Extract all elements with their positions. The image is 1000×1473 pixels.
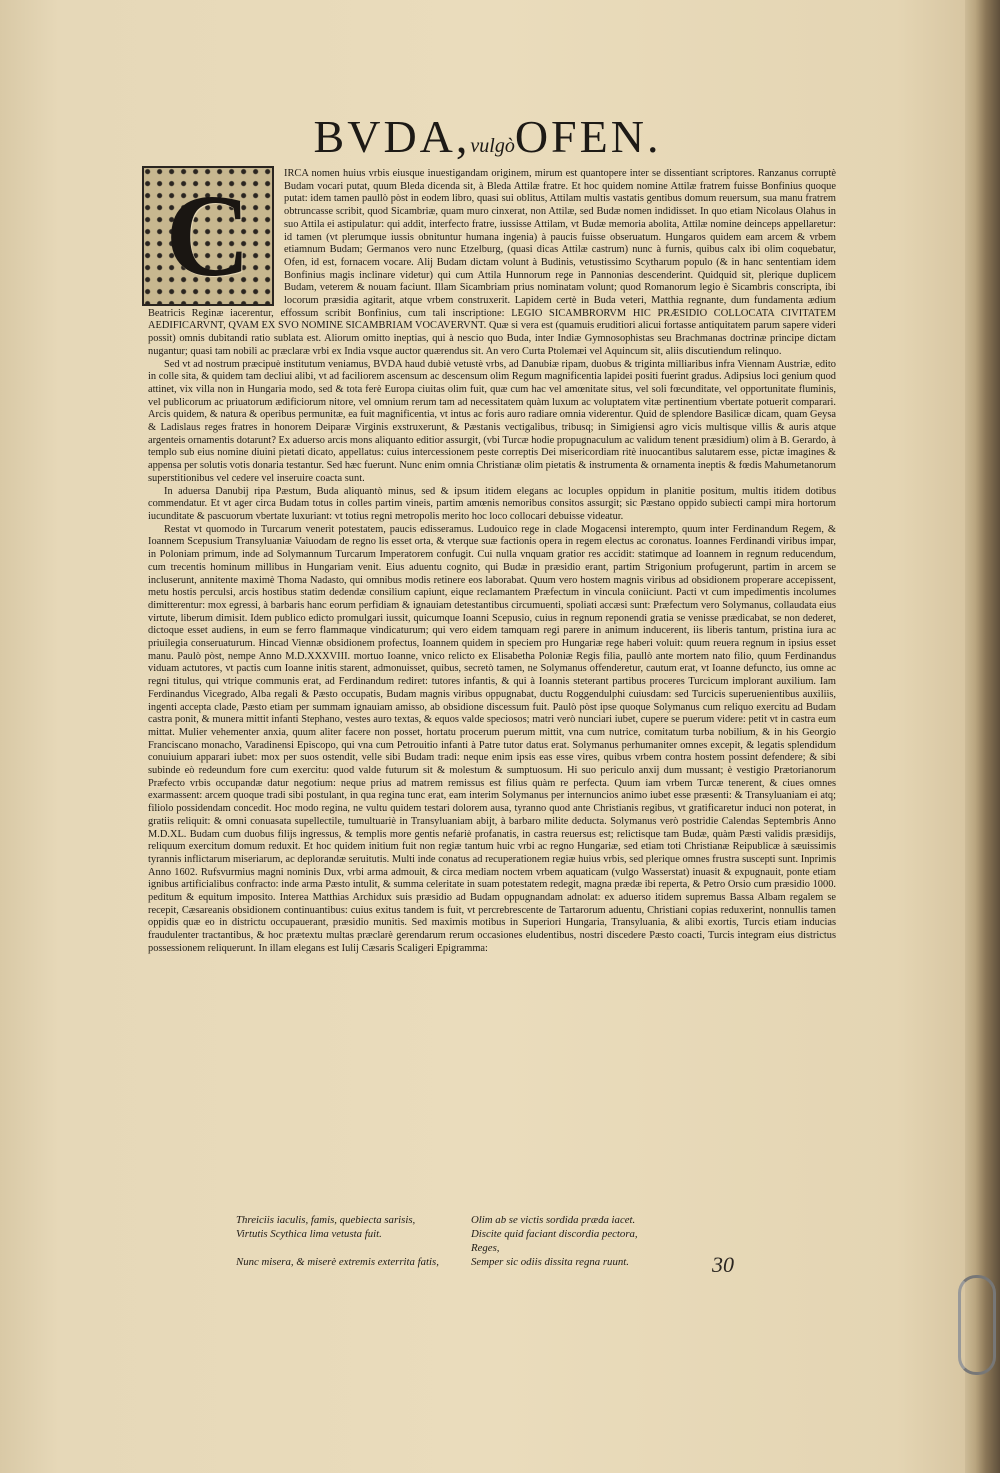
epigram-line-right: Olim ab se victis sordida præda iacet. <box>471 1214 636 1226</box>
book-spine <box>965 0 1000 1473</box>
title-subtitle: vulgò <box>470 135 515 157</box>
paragraph-3: In aduersa Danubij ripa Pæstum, Buda aliquantò minus, sed & ipsum itidem elegans ac locuples oppidum in planitie positum, multis itidem dotibus commendatur. Et vt ager circa Budam totus in colles partim vineis, partim amœnis nemoribus consitos assurgit; sic Pæstano oppido subiecti campi mira hortorum iucunditate & pascuorum vbertate luxuriant: vt totius regni metropolis merito hoc loco collocari debuisse videatur. <box>148 485 836 522</box>
epigram-line-left: Threiciis iaculis, famis, quebiecta sarisis, <box>236 1214 416 1226</box>
paragraph-2: Sed vt ad nostrum præcipuè institutum veniamus, BVDA haud dubiè vetustè vrbs, ad Danubiæ ripam, duobus & triginta milliaribus infra Viennam Austriæ, edito in colle sita, & quidem tam decliui alibi, vt ad faciliorem ascensum ac descensum olim Regum magnificentia lapidei positi fuerint gradus. Adipsius loci genium quod attinet, vix villa non in Hungaria modo, sed & tota ferè Europa ciuitas olim fuit, quæ cum hac vel amœnitate situs, vel soli fœcunditate, vel opportunitate fluminis, vel publicorum ac priuatorum ædificiorum nitore, vel omnium rerum tam ad necessitatem quàm luxum ac voluptatem vitæ pertinentium vbertate potuerit comparari. Arcis quidem, & natura & operibus permunitæ, ea fuit magnificentia, vt intus ac foris auro radiare omnia viderentur. Quid de splendore Basilicæ dicam, quam Geysa & Ladislaus reges fratres in honorem Deiparæ Virginis exstruxerunt, & Pæstanis vectigalibus, tribusq; in Simigiensi agro vicis multisque villis & auris atque argenteis ornamentis dotarunt? Ex aduerso arcis mons aliquanto editior assurgit, (vbi Turcæ hodie propugnaculum ac validum tenent præsidium) olim à B. Gerardo, à templo sub eius nomine diuini pietati dicato, appellatus: cuius intercessionem peste correptis Dei misericordiam ritè inuocantibus salutarem esse, pictæ imagines & appensa per solutis votis donaria testantur. Sed hæc fuerunt. Nunc enim omnia Christianæ olim pietatis & instrumenta & ornamenta ineptis & fœdis Mahumetanorum superstitionibus vel cedere vel inseruire coacta sunt. <box>148 358 836 484</box>
epigram-line-left: Virtutis Scythica lima vetusta fuit. <box>236 1228 382 1240</box>
initial-space <box>142 166 278 306</box>
title-main: BVDA, <box>313 111 471 162</box>
epigram-line-right: Semper sic odiis dissita regna ruunt. <box>471 1256 629 1268</box>
folio-number: 30 <box>712 1252 734 1277</box>
paragraph-1: IRCA nomen huius vrbis eiusque inuestigandam originem, mirum est quantopere inter se dissentiant scriptores. Ranzanus corruptè Budam vocari putat, quum Bleda dicenda sit, à Bleda Attilæ fratre. Et hoc quidem nomine Attilæ fratrem fuisse Bonfinius quoque putat: idem tamen paullò pòst in eodem libro, quasi sui oblitus, Attilam multis vastatis gentibus domum reuersum, sua manu fratrem obtruncasse scribit, quod Sicambriæ, quam muro cinxerat, non Attilæ, sed Budæ nomen indidisset. In quo etiam Nicolaus Olahus in suo Attila ei astipulatur: qui addit, interfecto fratre, iussisse Attilam, vt Budæ memoria abolita, Attilæ nomine deinceps appellaretur: id tamen (vt plerumque iussis obnituntur humana ingenia) à paucis fuisse obseruatum. Hungaros quidem eam arcem & vrbem etiamnum Budam; Germanos vero nunc Etzelburg, (quasi dicas Attilæ castrum) nunc à furnis, quibus calx ibi olim coquebatur, Ofen, id est, fornacem vocare. Alij Budam dictam volunt à Budinis, vetustissimo Scytharum populo (& in hanc sententiam idem Bonfinius magis inclinare videtur) qui cum Attila Hunnorum rege in Pannonias descenderint. Quidquid sit, plerique duplicem Budam, veterem & nouam faciunt. Illam Sicambriam prius nominatam volunt; quod Romanorum legio è Sicambris conscripta, ibi locorum præsidia agitarit, atque vrbem construxerit. Lapidem certè in Buda veteri, Matthia regnante, dum fundamenta ædium Beatricis Reginæ iacerentur, effossum scribit Bonfinius, cum tali inscriptione: LEGIO SICAMBRORVM HIC PRÆSIDIO COLLOCATA CIVITATEM AEDIFICARVNT, QVAM EX SVO NOMINE SICAMBRIAM VOCAVERVNT. Quæ si vera est (quamuis eruditiori alicui fortasse antiquitatem parum sapere videri possit) omnis dubitandi ratio sublata est. Aliorum omitto ineptias, qui à nescio quo Buda, inter Indiæ Gymnosophistas seu Brachmanas doctrinæ principe dictam nugantur; quasi tam nobili ac præclaræ vrbi ex India vsque auctor quærendus sit. An vero Curta Ptolemæi vel Aquincum sit, aliis discutiendum relinquo. <box>148 168 836 357</box>
main-text <box>148 168 836 956</box>
epigram-line-left: Nunc misera, & miserè extremis exterrita fatis, <box>236 1256 439 1268</box>
epigram <box>236 1213 666 1269</box>
title-main-b: OFEN. <box>514 111 662 162</box>
initial-letter: C <box>165 170 251 301</box>
page-title <box>0 110 975 163</box>
epigram-line-right: Discite quid faciant discordia pectora, Reges, <box>471 1228 638 1254</box>
paper-clip-icon <box>958 1275 996 1375</box>
paragraph-4: Restat vt quomodo in Turcarum venerit potestatem, paucis edisseramus. Ludouico rege in clade Mogacensi interempto, quum inter Ferdinandum Regem, & Ioannem Scepusium Transyluaniæ Vaiuodam de regno lis esset orta, & vterque suæ factionis opera in regem electus ac coronatus. Ioannes Ferdinandi viribus impar, in Poloniam primum, inde ad Solymannum Turcarum Imperatorem confugit. Cui nulla vnquam gratior res accidit: statimque ad Ioannem in regnum reducendum, cum trecentis hominum millibus in Hungariam venit. Eius aduentu cognito, qui Budæ in præsidio erant, partim Strigonium profugerunt, partim in arcem se incluserunt, annitente maximè Thoma Nadasto, qui omnibus modis retinere eos laborabat. Quum vero hostem magnis viribus ad obsidionem properare accepissent, metu hostis perculsi, arcis hostibus statim dedendæ consilium capiunt, eique reclamantem Præfectum in vincula coniiciunt. Pacti vt cum impedimentis incolumes dimitterentur: mox egressi, à barbaris hanc eorum perfidiam & ignauiam detestantibus circumuenti, spoliati accæsi sunt: Præfectum vero Solymanus, collaudata eius virtute, liberum dimisit. Idem publico edicto promulgari iussit, quicumque Ioanni Scepusio, cuius in regnum reponendi gratia se venisse prædicabat, se non dederet, dictoque esset audiens, in eum se ferro flammaque vindicaturum; qui vero eidem tamquam regi parere in animum inducerent, iis liberis tantum, pristina iura ac priuilegia conseruaturum. Hincad Viennæ obsidionem profectus, Ioannem quidem in speciem pro Hungariæ rege haberi voluit: quum reuera regnum in ipsius esset manu. Paulò pòst, nempe Anno M.D.XXXVIII. mortuo Ioanne, vnico relicto ex Elisabetha Poloniæ Regis filia, paullò ante mortem nato filio, quum Ferdinandus viduam actutores, vt pactis cum Ioanne initis starent, admonuisset, quibus, secretò tamen, ne Solymanus offenderetur, cautum erat, vt Ioanne defuncto, ius omne ac regni titulus, qui vtrique communis erat, ad Ferdinandum rediret: tutores infantis, & qui à Ioannis steterant partibus proceres Turcicum implorant auxilium. Iam Ferdinandus Vicegrado, Alba regali & Pæsto occupatis, Budam magnis viribus oppugnabat, ductu Roggendulphi cuiusdam: sed Turcicis superuenientibus auxiliis, ingenti accepta clade, Pæsto etiam per summam ignauiam amisso, ab obsidione discessum fuit. Paulò pòst ipse quoque Solymanus cum reliquo exercitu ad Budam castra ponit, & munera mittit infanti Stephano, vestes auro textas, & equos valde speciosos; matri verò nunciari iubet, cupere se puerum videre: petit vt in castra eum mittat. Mulier vehementer anxia, quum aliter facere non posset, hortatu procerum puerum mittit, vna cum nutrice, comitatum turba nobilium, & in his Georgio Franciscano monacho, Varadinensi Episcopo, qui vna cum Petrouitio infanti à Patre tutor datus erat. Solymanus perhumaniter omnes excepit, & legatis splendidum conuiuium apparari iubet: mox per suos ostendit, velle sibi Budam tradi: neque enim ipsis eas esse vires, quibus vrbem contra hostem possint defendere; & sibi subinde eò redeundum fore cum exercitu: quod valde futurum sit & molestum & sumptuosum. Hi suo periculo anxij dum mussant; è vestigio Prætorianorum Præfecto vrbis occupandæ datur negotium: neque prius ad matrem remissus est filius quàm re perfecta. Quum iam vrbem Turcæ tenerent, & ciues omnes exarmassent: arcem quoque tradi sibi postulant, in qua regina tunc erat, eam interim Solymanus per internuncios animo iubet esse præsenti: & Transyluaniam ei atq; filiolo possidendam concedit. Hoc modo regina, ne vultu quidem testari dolorem ausa, tyranno quod ante Christianis regibus, vt gratificaretur induci non poterat, in gratiis reliquit: & omni conuasata supellectile, tumultuariè in Transyluaniam abijt, à barbaro milite deducta. Solymanus verò postridie Calendas Septembris Anno M.D.XL. Budam cum duobus filijs ingressus, & templis more gentis nefariè profanatis, in castra reuersus est; relictisque tam Budæ, quàm Pæsti validis præsidijs, reliquum exercitum domum reduxit. Et hoc quidem initium fuit non regiæ tantum huic vrbi ac regno Hungariæ, sed etiam toti Christianæ Reipublicæ à sæuissimis tyrannis inflictarum miseriarum, ac deplorandæ seruitutis. Multi inde conatus ad recuperationem regiæ huius vrbis, sed plerique omnes frustra suscepti sunt. Inprimis Anno 1602. Rufsvurmius magni nominis Dux, vrbi arma admouit, & circa mediam noctem vrbem aquaticam (vulgo Wasserstat) inuasit & expugnauit, ponte etiam ignibus artificialibus confracto: inde arma Pæsto intulit, & summa celeritate in suam potestatem redegit, magna prædæ ibi reperta, & Petro Orsio cum præsidio 1000. peditum & equitum imposito. Interea Matthias Archidux suis præsidio ad Budam oppugnandam adnolat: ex aduerso itidem supremus Bassa Albam regalem se recepit, Cæsareanis obsidionem continuantibus: cuius exitus tandem is fuit, vt percrebrescente de Tartarorum aduentu, Christiani copias reduxerint, nonnullis tamen oppidis quæ eo in districtu occupauerant, præsidio munitis. Sed maximis motibus in Superiori Hungaria, Transyluania, & alibi exortis, Turcis etiam inducias fraudulenter tractantibus, & hoc prætextu multas præclarè gerendarum rerum occasiones eludentibus, nostri discedere Pæsto coacti, Turcis integram eius districtus possessionem reliquerunt. In illam elegans est Iulij Cæsaris Scaligeri Epigramma: <box>148 523 836 954</box>
